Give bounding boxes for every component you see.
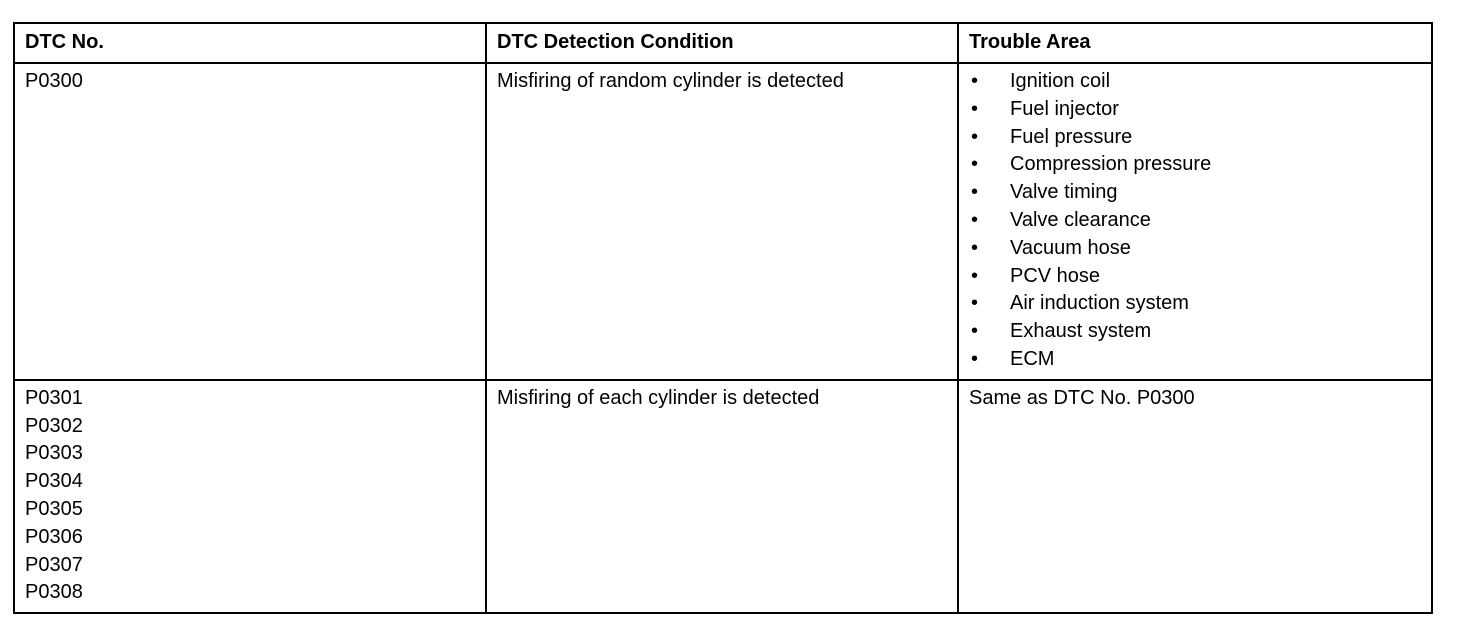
list-item (969, 96, 1421, 124)
dtc-code: P0301 (25, 386, 83, 409)
list-item-label: Ignition coil (1010, 70, 1111, 92)
condition-cell: Misfiring of random cylinder is detected (486, 63, 958, 380)
list-item (969, 263, 1421, 291)
condition-cell: Misfiring of each cylinder is detected (486, 380, 958, 613)
bullet-icon: • (971, 236, 979, 259)
header-dtc-no: DTC No. (14, 23, 486, 63)
list-item-label: Vacuum hose (1010, 236, 1131, 259)
list-item-label: Fuel pressure (1010, 125, 1133, 148)
bullet-icon: • (971, 208, 979, 231)
dtc-code: P0305 (25, 497, 83, 520)
list-item-label: PCV hose (1010, 264, 1101, 287)
list-item (969, 179, 1421, 207)
list-item (969, 151, 1421, 179)
bullet-icon: • (971, 153, 979, 176)
list-item-label: Valve clearance (1010, 208, 1151, 231)
bullet-icon: • (971, 320, 979, 343)
list-item-label: Valve timing (1010, 181, 1118, 204)
trouble-area-cell (958, 63, 1432, 380)
bullet-icon: • (971, 292, 979, 315)
bullet-icon: • (971, 347, 979, 370)
list-item (969, 207, 1421, 235)
trouble-area-list (969, 68, 1421, 374)
dtc-code: P0304 (25, 470, 83, 493)
list-item (969, 318, 1421, 346)
dtc-code: P0308 (25, 581, 83, 604)
list-item (969, 235, 1421, 263)
list-item (969, 346, 1421, 374)
bullet-icon: • (971, 125, 979, 148)
trouble-area-cell: Same as DTC No. P0300 (958, 380, 1432, 613)
header-trouble-area: Trouble Area (958, 23, 1432, 63)
dtc-code: P0307 (25, 553, 83, 576)
bullet-icon: • (971, 97, 979, 120)
bullet-icon: • (971, 70, 979, 92)
list-item-label: Fuel injector (1010, 97, 1119, 120)
dtc-code: P0300 (25, 70, 83, 92)
dtc-codes-cell (14, 63, 486, 380)
list-item-label: Air induction system (1010, 292, 1189, 315)
list-item (969, 290, 1421, 318)
list-item (969, 68, 1421, 96)
dtc-codes-cell (14, 380, 486, 613)
list-item-label: Compression pressure (1010, 153, 1212, 176)
dtc-code: P0302 (25, 414, 83, 437)
list-item-label: ECM (1010, 347, 1055, 370)
table-row (14, 380, 1432, 613)
list-item-label: Exhaust system (1010, 320, 1152, 343)
dtc-code: P0306 (25, 525, 83, 548)
dtc-code: P0303 (25, 442, 83, 465)
header-detection-condition: DTC Detection Condition (486, 23, 958, 63)
bullet-icon: • (971, 181, 979, 204)
header-row (14, 23, 1432, 63)
dtc-table (13, 22, 1433, 614)
table-row (14, 63, 1432, 380)
list-item (969, 124, 1421, 152)
bullet-icon: • (971, 264, 979, 287)
